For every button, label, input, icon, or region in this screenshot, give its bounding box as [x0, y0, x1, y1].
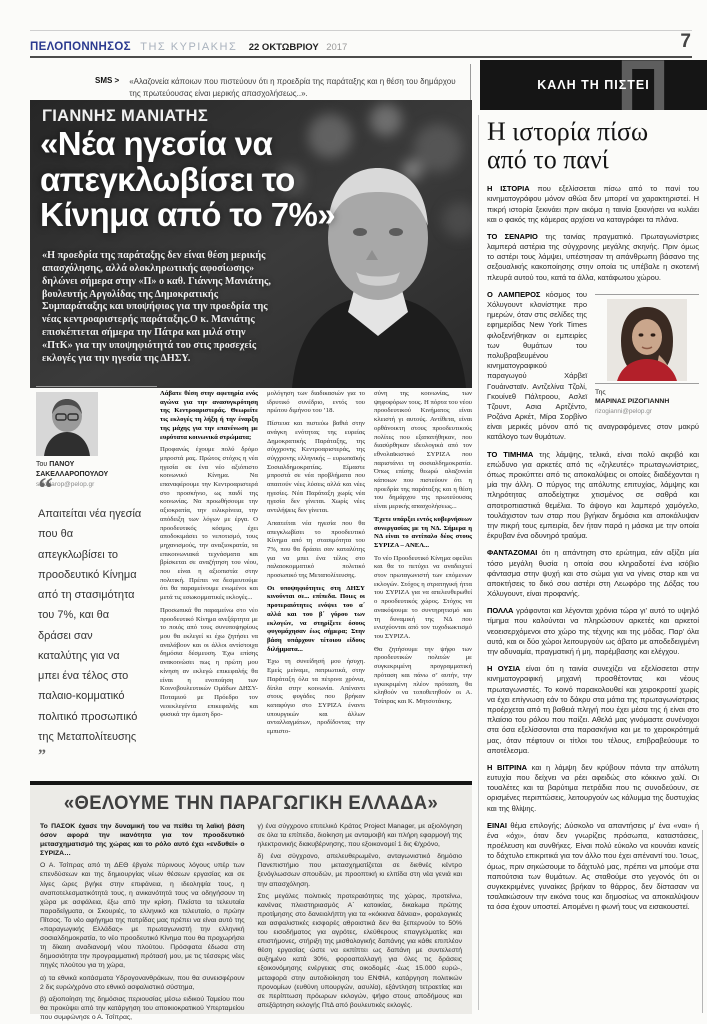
interview-column-2 — [267, 390, 365, 788]
bottom-body: Ο Α. Τσίπρας από τη ΔΕΘ έβγαλε πύρινους λόγους υπέρ των επενδύσεων και της δημιουργίας νέων θέσεων εργασίας και σε λίγες ώρες βγήκε στην επιφάνεια, η ιδεοληψία τους, η αναποτελεσματικότητά τους, η ανικανότητά τους να οδηγήσουν τη χώρα με ασφάλεια, έξω από την κρίση. Πλείστα τα τελευταία παραδείγματα, οι Σκουριές, το ελληνικό και τελευταίο, ο πρώην Πίτσος. Το νέο αφήγημα της πατρίδας μας πρέπει να είναι αυτό της «παραγωγικής Ελλάδας» με πρωταγωνιστή την ελληνική σοσιαλδημοκρατία, το νέο προοδευτικό Κίνημα που θα προχωρήσει τη δίκαιη αναδιανομή νέου πλούτου. Πρόσφατα έδωσα στη δημοσιότητα την προγραμματική πρότασή μου, με τις τέσσερις νέες πηγές πλούτου για τη χώρα, — [40, 862, 245, 970]
page-number: 7 — [680, 31, 691, 52]
interview-question: Λάβατε θέση στην αφετηρία ενός αγώνα για την ανασυγκρότηση της Κεντροαριστεράς. Θεωρείτε τις εκλογές τη λήξη ή την έναρξη της μάχης για την επανένωση με ευρύτατα κοινωνικά στρώματα; — [160, 390, 258, 441]
bottom-feature-box — [30, 781, 472, 1021]
bottom-lead: Το ΠΑΣΟΚ έχασε την δυναμική του να πείθει τη λαϊκή βάση όσον αφορά την ικανότητα για τον προοδευτικό μετασχηματισμό της χώρας και το ρόλο αυτό έχει «ενδυθεί» ο ΣΥΡΙΖΑ… — [40, 823, 245, 858]
sms-strip — [95, 76, 463, 99]
interview-answer: σύνη της κοινωνίας, των ψηφοφόρων τους. Η πόρτα του νέου προοδευτικού Κινήματος είναι κλειστή γι αυτούς. Αντίθετα, είναι ορθάνοικτη στους προοδευτικούς πολίτες που εξαπατήθηκαν, που διασύρθηκαν ιδεολογικά από τον εθνολαϊκιστικό ΣΥΡΙΖΑ που παριστάνει τη σοσιαλδημοκρατία. Όπως επίσης θεωρώ αλαζονεία κάποιων που πιστεύουν ότι η προεδρία της παράταξης και η θέση του δημάρχου της πρωτεύουσας είναι μερικής απασχολήσεως... — [374, 390, 472, 511]
article-headline: «Νέα ηγεσία να απεγκλωβίσει το Κίνημα από το 7%» — [40, 125, 336, 234]
columnist-caption — [595, 388, 699, 417]
column-divider — [478, 115, 479, 1010]
section-badge — [480, 60, 707, 110]
opinion-paragraph: ΤΟ ΤΙΜΗΜΑ της λάμψης, τελικά, είναι πολύ ακριβό και επώδυνο για αρκετές από τις «ζηλευτές» πρωταγωνίστριες, όπως προκύπτει από τις αποκαλύψεις οι οποίες διαδέχονται η μία την άλλη. Ο πύργος της απόλυτης επιτυχίας, λάμψης και πληρότητας αποδείχτηκε χτισμένος σε σαθρά και αποτροπιαστικά θεμέλια. Το άψογο και λαμπερό χαμόγελο, τουλάχιστον των σταρ που βγήκαν δημόσια και αποκάλυψαν την πικρή τους εμπειρία, δεν ήταν παρά η μάσκα με την οποία έκρυβαν ένα οδυνηρό τραύμα. — [487, 449, 700, 541]
masthead-edition: ΤΗΣ ΚΥΡΙΑΚΗΣ — [140, 41, 238, 53]
columnist-inset — [595, 292, 699, 417]
interview-question: Οι υποψηφιότητες στη ΔΗΣΥ κινούνται σε... επίπεδα. Ποιες οι προτεραιότητες ενόψει του α΄ αλλά και του β΄ γύρου των εκλογών, να στηρίξετε όσους φυγομάχησαν έως σήμερα; Στην βάση υπάρχουν τέτοιου είδους διλήμματα... — [267, 584, 365, 653]
sms-divider — [470, 64, 471, 102]
opinion-title — [487, 118, 699, 174]
interview-answer: Προφανώς έχουμε πολύ δρόμο μπροστά μας. Πρώτος στόχος η νέα ηγεσία σε ένα νέο αξιόπιστο κοινωνικό Κίνημα. Να επαναφέρουμε την Κεντροαριστερά στο προσκήνιο, ως παιδί της κοινωνίας. Να προωθήσουμε την αξιοκρατία, την ειλικρίνεια, την απόδειξη των λόγων με έργα. Ο προοδευτικός κόσμος έχει αποδοκιμάσει το νεποτισμό, τους μηχανισμούς, την αναξιοκρατία, τα επικοινωνιακά τεχνάσματα και βρίσκεται σε αναζήτηση του νέου, που είναι η αξιοπιστία στην πολιτική. Πρέπει να δεσμευτούμε ότι θα παραμείνουμε ενωμένοι και μετά τις εσωκομματικές εκλογές... — [160, 446, 258, 602]
opinion-column — [487, 118, 699, 920]
masthead-brand: ΠΕΛΟΠΟΝΝΗΣΟΣ — [30, 41, 131, 53]
bottom-column-2 — [258, 822, 463, 1024]
interview-body — [160, 390, 472, 788]
main-article-hero — [30, 100, 472, 388]
open-quote-icon: “ — [38, 472, 53, 505]
pi-watermark-icon: Π — [617, 60, 669, 110]
header-bottom-rule — [30, 56, 692, 58]
opinion-paragraph: Η ΟΥΣΙΑ είναι ότι η ταινία συνεχίζει να εξελίσσεται στην κινηματογραφική μηχανή προσθέτοντας και νέους πρωταγωνιστές. Το κοινό παρακολουθεί και χειροκροτεί χωρίς να έχει επίγνωση εάν το δάκρυ στα μάτια της πρωταγωνίστριας προέρχεται από τη βαθειά πληγή που έχει μέσα της ή είναι στο πλαίσιο του ρόλου που παίζει. Αθελά μας γινόμαστε συνένοχοι στα όσα εξελίσσονται στα παρασκήνια και με το χειροκρότημά μας, όταν πέφτουν οι τίτλοι του τέλους, επιβραβεύουμε το αποτέλεσμα. — [487, 664, 699, 755]
author-photo — [36, 392, 98, 456]
header-top-rule — [30, 30, 692, 31]
opinion-paragraph: Η ΒΙΤΡΙΝΑ και η λάμψη δεν κρύβουν πάντα την απόλυτη ευτυχία που δείχνει να ρέει αφειδώς στο κόκκινο χαλί. Οι τουαλέτες και τα βαρύτιμα πετράδια που τις συνοδεύουν, σε ορισμένες περιπτώσεις, λειτουργούν ως κάλυμμα της δυστυχίας και της θλίψης. — [487, 762, 699, 813]
interview-answer: Πίστευα και πιστεύω βαθιά στην ανάγκη ενότητας της ευρείας Δημοκρατικής Παράταξης, της σύγχρονης Κεντροαριστεράς, της σύγχρονης ελληνικής – ευρωπαϊκής Σοσιαλδημοκρατίας. Είμαστε μπροστά σε νέα προβλήματα που απαιτούν νέες λύσεις αλλά και νέες ηγεσίες. Νέα Παράταξη χωρίς νέα ηγεσία δεν γίνεται. Χωρίς νέες αντιλήψεις δεν γίνεται. — [267, 420, 365, 515]
pull-quote-text: Απαιτείται νέα ηγεσία που θα απεγκλωβίσει το προοδευτικό Κίνημα από τη στασιμότητα του 7%, και θα δράσει σαν καταλύτης για να μπει ένα τέλος στο παλαιο-κομματικό πολιτικό προσωπικό της Μεταπολίτευσης — [38, 508, 142, 743]
right-edge-divider — [702, 830, 703, 1013]
opinion-paragraph: ΤΟ ΣΕΝΑΡΙΟ της ταινίας πραγματικό. Πρωταγωνίστριες λαμπερά αστέρια της σύγχρονης μεγάλης σκηνής. Πριν όμως το αστέρι τους λάμψει, υπέστησαν τη απάνθρωπη βάσανο της σεξουαλικής κακοποίησης στην οποία τις υπέβαλε η σκοτεινή πλευρά αυτού του, κατά τα άλλα, κατάφωτου χώρου. — [487, 231, 700, 282]
opinion-title-line1: Η ιστορία πίσω — [487, 117, 649, 146]
masthead-year: 2017 — [326, 42, 348, 53]
bottom-column-1 — [40, 822, 245, 1024]
bottom-list-item-d: δ) ένα σύγχρονο, απελευθερωμένο, ανταγωνιστικό δημόσιο Πανεπιστήμιο που μετασχηματίζεται σε διεθνές κέντρο ξενόγλωσσων σπουδών, με προοπτική κι ελπίδα στη νέα γενιά και την απασχόληση. — [257, 853, 462, 888]
interview-question: Έχετε υπάρξει εντός κυβερνήσεων συνεργασίας με τη ΝΔ. Σήμερα η ΝΔ είναι το αντίπαλο δέος στους ΣΥΡΙΖΑ – ΑΝΕΛ... — [374, 515, 472, 549]
interview-answer: Το νέο Προοδευτικό Κίνημα οφείλει και θα το πετύχει να αναδειχτεί στον πρωταγωνιστή των επόμενων εκλογών. Στόχος η στρατηγική ήττα του ΣΥΡΙΖΑ για να απελευθερωθεί ο προοδευτικός χώρος. Στόχος να ανακόψουμε το συντηρητισμό και τη δυναμική της ΝΔ που ενισχύονται από τον τυχοδιωκτισμό του ΣΥΡΙΖΑ. — [374, 554, 472, 640]
pull-quote — [38, 474, 142, 765]
bottom-headline: «ΘΕΛΟΥΜΕ ΤΗΝ ΠΑΡΑΓΩΓΙΚΗ ΕΛΛΑΔΑ» — [63, 793, 439, 814]
masthead — [30, 37, 347, 55]
article-lead: «Η προεδρία της παράταξης δεν είναι θέση μερικής απασχόλησης, αλλά ολοκληρωτικής αφοσίωσης» δηλώνει σήμερα στην «Π» ο καθ. Γιάννης Μανιάτης, βουλευτής Αργολίδας της Δημοκρατικής Συμπαράταξης και υποψήφιος για την προεδρία της νέας κεντροαριστερής παράταξης.Ο κ. Μανιάτης επισκέπτεται σήμερα την Πάτρα και μιλά στην «ΠτΚ» για την υποψηφιότητά του στις προσεχείς εκλογές για την ηγεσία της ΔΗΣΥ. — [42, 250, 271, 364]
columnist-name: ΜΑΡΙΝΑΣ ΡΙΖΟΓΙΑΝΝΗ — [595, 398, 670, 406]
close-quote-icon: ” — [38, 747, 46, 764]
interview-answer: μολόγηση των διαδικασιών για το ιδρυτικό συνέδριο, εντός του πρώτου διμήνου του ’18. — [267, 390, 365, 415]
columnist-photo — [607, 299, 687, 381]
author-prefix: Του — [36, 461, 48, 468]
author-name-1: ΠΑΝΟΥ — [49, 461, 75, 468]
interview-answer: Έχω τη συνείδησή μου ήσυχη. Εμείς μείναμε, πατριωτικά, στην Παράταξη όλα τα πέτρινα χρόνια, δίπλα στην κοινωνία. Απέναντι στους φυγάδες που βρήκαν καταφύγιο στο ΣΥΡΙΖΑ έναντι υπουργικών και άλλων ανταλλαγμάτων, προδίδοντας την εμπιστο- — [267, 658, 365, 736]
bottom-list-item-a: α) τα εθνικά κοιτάσματα Υδρογονανθράκων, που θα συνεισφέρουν 2 δις ευρώ/χρόνο στο εθνικό ασφαλιστικό σύστημα, — [40, 974, 245, 991]
bottom-list-item-c: γ) ένα σύγχρονο επιτελικό Κράτος Project Manager, με αξιολόγηση σε όλα τα επίπεδα, διοίκηση με ανταμοιβή και πλήρη εφαρμογή της ηλεκτρονικής διακυβέρνησης, που εξοικονομεί 1 δις €/χρόνο, — [257, 823, 462, 849]
bottom-list-item-b: β) αξιοποίηση της δημόσιας περιουσίας μέσω ειδικού Ταμείου που θα προκύψει από την κατάργηση του αποικιοκρατικού Υπερταμείου που συμφώνησε ο Α. Τσίπρας, — [40, 995, 245, 1021]
section-badge-label: ΚΑΛΗ ΤΗ ΠΙΣΤΕΙ — [537, 78, 650, 92]
bottom-body: Στις μεγάλες πολιτικές προτεραιότητες της χώρας, προτείνω, κανένας πλειστηριασμός Α΄ κατοικίας, δικαίωμα πρώτης προτίμησης στο δανειολήπτη για τα «κόκκινα δάνεια», φορολογικές και ασφαλιστικές εισφορές αθροιστικά δεν θα ξεπερνούν το 50% του εισοδήματος για αγρότες, ελεύθερους επαγγελματίες και επιστήμονες, στήριξη της μισθολογικής δαπάνης για κάθε επιπλέον θέση εργασίας ώστε να εκπίπτει ως δαπάνη με συντελεστή αυξημένο κατά 30%, φοροαπαλλαγή για όλες τις δράσεις εξοικονόμησης ενέργειας στις οικοδομές -έως 15.000 ευρώ-, μεταφορά στην αυτοδιοίκηση του ΕΝΦΙΑ, κατάργηση πολιτικών προνομίων (ευθύνη υπουργών, ασυλία), εξάντληση τετραετίας και σε περίπτωση πρόωρων εκλογών, ψήφο στους αποδήμους και απεξάρτηση εκλογής ΠτΔ από βουλευτικές εκλογές. — [257, 892, 462, 1009]
author-email: sakelarop@pelop.gr — [36, 481, 95, 489]
opinion-paragraph: ΦΑΝΤΑΖΟΜΑΙ ότι η απάντηση στο ερώτημα, εάν αξίζει μία τόσο μεγάλη θυσία η οποία σου κληραδοτεί ένα ισόβιο φάντασμα στην ψυχή και στο σώμα για να γίνεις σταρ και να αποκτήσεις το δικό σου αστέρι στη Λεωφόρο της Δόξας του Χόλυγουντ, είναι προφανής. — [487, 548, 699, 599]
opinion-paragraph: ΠΟΛΛΑ γράφονται και λέγονται χρόνια τώρα γι' αυτό το υψηλό τίμημα που καλούνται να πληρώσουν αρκετές και αρκετοί νεοεισερχόμενοι στο χώρο της τέχνης και της μόδας. Παρ' όλα αυτά, και οι δύο χώροι λειτουργούν ως άβατο με αποδεδειγμένη την αδυναμία, πραγματική ή μη, παρέμβασης και ελέγχου. — [487, 606, 699, 657]
masthead-date: 22 ΟΚΤΩΒΡΙΟΥ — [248, 42, 319, 53]
columnist-email: rizogianni@pelop.gr — [595, 407, 652, 415]
opinion-body — [487, 184, 699, 912]
sms-quote: «Αλαζονεία κάποιων που πιστεύουν ότι η προεδρία της παράταξης και η θέση του δημάρχου της πρωτεύουσας είναι μερικής απασχολήσεως..». — [129, 77, 456, 98]
opinion-paragraph: ΕΙΝΑΙ θέμα επιλογής; Δύσκολο να απαντήσεις μ' ένα «ναι» ή ένα «όχι», όταν δεν γνωρίζεις πρόσωπα, καταστάσεις, προέλευση και συνθήκες. Είναι πολύ εύκολο να κουνάει κανείς το δάχτυλο επικριτικά για τον άλλο που έχει απέναντί του. Ίσως, όμως, πριν σηκώσουμε το δάχτυλό μας, πρέπει να μπούμε στα παπούτσια των θυμάτων. Ας σταθούμε στο γεγονός ότι οι συγκεκριμένες γυναίκες βρήκαν το θάρρος, δεν δίστασαν να τσαλακώσουν την εικόνα τους και δημοσίως να αποκαλύψουν τα όσα έχουν υποστεί. Απομένει η φωνή τους να εισακουστεί. — [487, 820, 699, 912]
interview-answer: Θα ζητήσουμε την ψήφο των προοδευτικών πολιτών με συγκεκριμένη προγραμματική πρόταση και πάνω σ’ αυτήν, την εγκεκριμένη πλέον πρόταση, θα κληθούν να τοποθετηθούν οι Α. Τσίπρας και Κ. Μητσοτάκης. — [374, 645, 472, 705]
sms-label: SMS > — [95, 76, 120, 85]
columnist-prefix: Της — [595, 388, 606, 396]
opinion-title-line2: από το πανί — [487, 145, 609, 175]
interview-column-1 — [160, 390, 258, 788]
author-name-2: ΣΑΚΕΛΛΑΡΟΠΟΥΛΟΥ — [36, 471, 109, 479]
interview-answer: Προσωπικά θα παραμείνω στο νέο προοδευτικό Κίνημα ανεξάρτητα με το ποιός από τους συνυποψηφίους μου θα εκλεγεί κι έχω ζητήσει να αναλάβουν και οι άλλοι αντίστοιχα δημόσια δέσμευση. Έχω επίσης ανακοινώσει πως η πρώτη μου κίνηση αν εκλεγώ επικεφαλής θα είναι η ενοποίηση των Κοινοβουλευτικών Ομάδων ΔΗΣΥ-Ποταμιού με Πρόεδρο τον νεοεκλεγέντα επικεφαλής και φυσικά την άμεση δρο- — [160, 606, 258, 719]
bottom-columns — [40, 822, 462, 1024]
interview-answer: Απαιτείται νέα ηγεσία που θα απεγκλωβίσει το προοδευτικό Κίνημα από τη στασιμότητα του 7%, που θα δράσει σαν καταλύτης για να μπει ένα τέλος στο παλαιοκομματικό πολιτικό προσωπικό της Μεταπολίτευσης. — [267, 519, 365, 580]
opinion-paragraph: Της ΜΑΡΙΝΑΣ ΡΙΖΟΓΙΑΝΝΗ rizogianni@pelop.gr Ο ΛΑΜΠΕΡΟΣ κόσμος του Χόλυγουντ κλονίστηκε προ ημερών, όταν στις σελίδες της εφημερίδας New York Times φιλοξενήθηκαν οι εμπειρίες των θυμάτων του πολυβραβευμένου κινηματογραφικού παραγωγού Χάρβεϊ Γουάινσταϊν. Αντζελίνα Τζολί, Γκουίνεθ Πάλτροου, Ασλεϊ Τζουντ, Ασια Αρτζέντο, Ροζάνα Αρκέτ, Μίρα Σορβίνο είναι μερικές μόνον από τις αναγραφόμενες στον μακρύ κατάλογο των θυμάτων. — [487, 289, 699, 442]
interview-column-3 — [374, 390, 472, 788]
opinion-paragraph: Η ΙΣΤΟΡΙΑ που εξελίσσεται πίσω από το πανί του κινηματογράφου μόνον αθώα δεν μπορεί να χαρακτηριστεί. Η πικρή ιστορία ξεκινάει πριν ακόμα η ταινία ξεκινήσει να κυλάει και ο φακός της κάμερας αρχίσει να καταγράφει τα πλάνα. — [487, 184, 699, 224]
article-kicker: ΓΙΑΝΝΗΣ ΜΑΝΙΑΤΗΣ — [42, 107, 209, 125]
